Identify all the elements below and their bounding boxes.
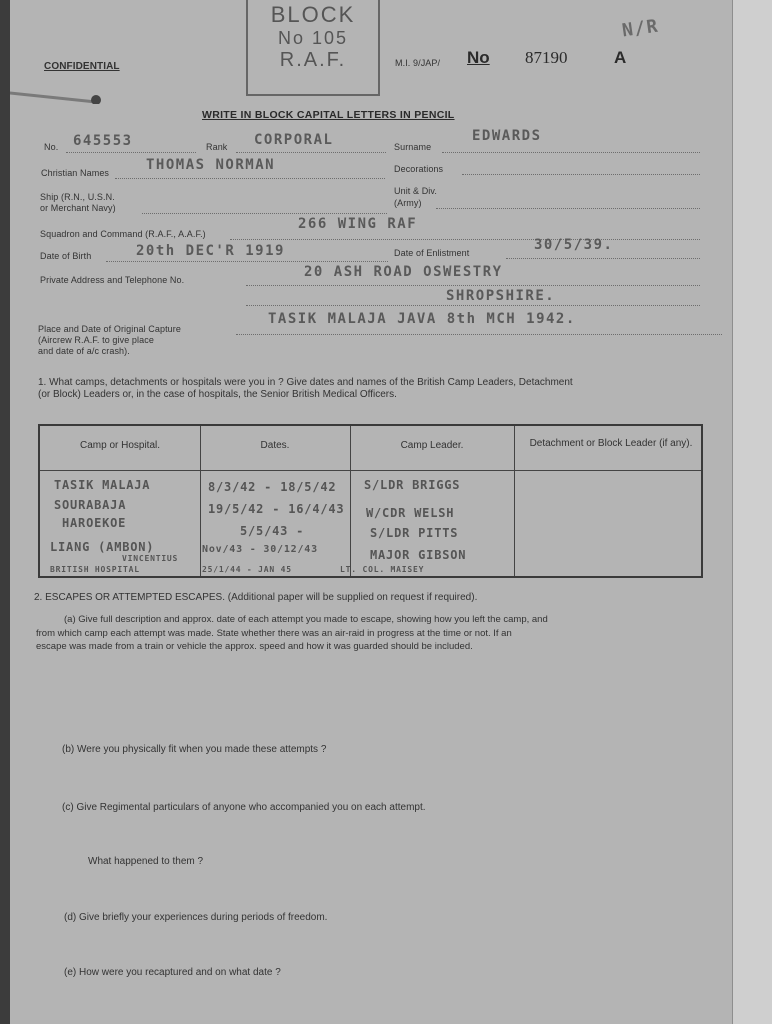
table-cell: SOURABAJA	[54, 498, 127, 512]
q2c-followup: What happened to them ?	[88, 856, 204, 867]
q2d: (d) Give briefly your experiences during periods of freedom.	[64, 912, 328, 923]
enlistment-label: Date of Enlistment	[394, 248, 470, 258]
table-cell: S/LDR PITTS	[370, 526, 459, 540]
surname-value: EDWARDS	[472, 128, 542, 144]
stamp-line-3: R.A.F.	[279, 49, 347, 71]
table-cell: TASIK MALAJA	[54, 478, 151, 492]
form-page	[10, 0, 732, 1024]
corner-mark: N/R	[620, 15, 661, 42]
table-cell: LIANG (AMBON)	[50, 540, 155, 554]
q1-text-1: 1. What camps, detachments or hospitals were you in ? Give dates and names of the British Camp Leaders, Detachment	[38, 377, 573, 388]
table-cell: 5/5/43 -	[240, 524, 305, 538]
rank-value: CORPORAL	[254, 132, 334, 148]
table-cell: BRITISH HOSPITAL	[50, 565, 140, 574]
table-cell: LT. COL. MAISEY	[340, 565, 425, 574]
table-cell: S/LDR BRIGGS	[364, 478, 461, 492]
table-cell: W/CDR WELSH	[366, 506, 455, 520]
surname-label: Surname	[394, 142, 432, 152]
enlistment-value: 30/5/39.	[534, 237, 614, 253]
stamp-line-2: No 105	[277, 28, 349, 48]
q2a-line-1: (a) Give full description and approx. date of each attempt you made to escape, showing how you left the camp, and	[64, 614, 548, 625]
table-cell: 8/3/42 - 18/5/42	[208, 480, 337, 494]
q2a-line-3: escape was made from a train or vehicle the approx. speed and how it was guarded should be included.	[36, 641, 473, 652]
ship-label-2: or Merchant Navy)	[40, 203, 116, 213]
form-number: 87190	[525, 48, 568, 67]
form-title: WRITE IN BLOCK CAPITAL LETTERS IN PENCIL	[202, 109, 455, 121]
capture-label-3: and date of a/c crash).	[38, 346, 130, 356]
capture-value: TASIK MALAJA JAVA 8th MCH 1942.	[268, 311, 576, 327]
christian-names-value: THOMAS NORMAN	[146, 157, 276, 173]
number-label: No	[467, 48, 490, 67]
unit-label-2: (Army)	[394, 198, 422, 208]
table-cell: HAROEKOE	[62, 516, 127, 530]
no-label: No.	[44, 142, 59, 152]
address-value-2: SHROPSHIRE.	[446, 288, 556, 304]
string-tie	[10, 88, 130, 104]
unit-label-1: Unit & Div.	[394, 186, 437, 196]
dob-value: 20th DEC'R 1919	[136, 243, 285, 259]
address-label: Private Address and Telephone No.	[40, 275, 185, 285]
q2a-line-2: from which camp each attempt was made. State whether there was an air-raid in progress at the time or not. If an	[36, 628, 512, 639]
capture-label-2: (Aircrew R.A.F. to give place	[38, 335, 154, 345]
decorations-label: Decorations	[394, 164, 444, 174]
christian-names-label: Christian Names	[41, 168, 110, 178]
squadron-value: 266 WING RAF	[298, 216, 418, 232]
squadron-label: Squadron and Command (R.A.F., A.A.F.)	[40, 229, 206, 239]
q2b: (b) Were you physically fit when you made these attempts ?	[62, 744, 327, 755]
q2-heading: 2. ESCAPES OR ATTEMPTED ESCAPES. (Additional paper will be supplied on request if required).	[34, 592, 478, 603]
table-cell: 25/1/44 - JAN 45	[202, 565, 292, 574]
q2e: (e) How were you recaptured and on what date ?	[64, 967, 281, 978]
stamp-line-1: BLOCK	[270, 2, 356, 27]
table-cell: MAJOR GIBSON	[370, 548, 467, 562]
q2c: (c) Give Regimental particulars of anyone who accompanied you on each attempt.	[62, 802, 426, 813]
table-cell: 19/5/42 - 16/4/43	[208, 502, 345, 516]
address-value-1: 20 ASH ROAD OSWESTRY	[304, 264, 503, 280]
table-header-dates: Dates.	[260, 440, 290, 451]
ship-label-1: Ship (R.N., U.S.N.	[40, 192, 115, 202]
confidential-label: CONFIDENTIAL	[44, 61, 120, 72]
mi-reference: M.I. 9/JAP/	[395, 58, 441, 68]
table-cell: VINCENTIUS	[122, 554, 179, 563]
capture-label-1: Place and Date of Original Capture	[38, 324, 181, 334]
q1-text-2: (or Block) Leaders or, in the case of hospitals, the Senior British Medical Officers.	[38, 389, 397, 400]
table-cell: Nov/43 - 30/12/43	[202, 544, 318, 555]
block-stamp	[246, 0, 380, 96]
table-header-detachment: Detachment or Block Leader (if any).	[529, 438, 693, 449]
rank-label: Rank	[206, 142, 228, 152]
table-header-camp: Camp or Hospital.	[79, 440, 161, 451]
camps-table	[38, 424, 703, 578]
dob-label: Date of Birth	[40, 251, 92, 261]
table-header-leader: Camp Leader.	[400, 440, 464, 451]
form-suffix: A	[614, 48, 627, 67]
no-value: 645553	[73, 133, 133, 149]
